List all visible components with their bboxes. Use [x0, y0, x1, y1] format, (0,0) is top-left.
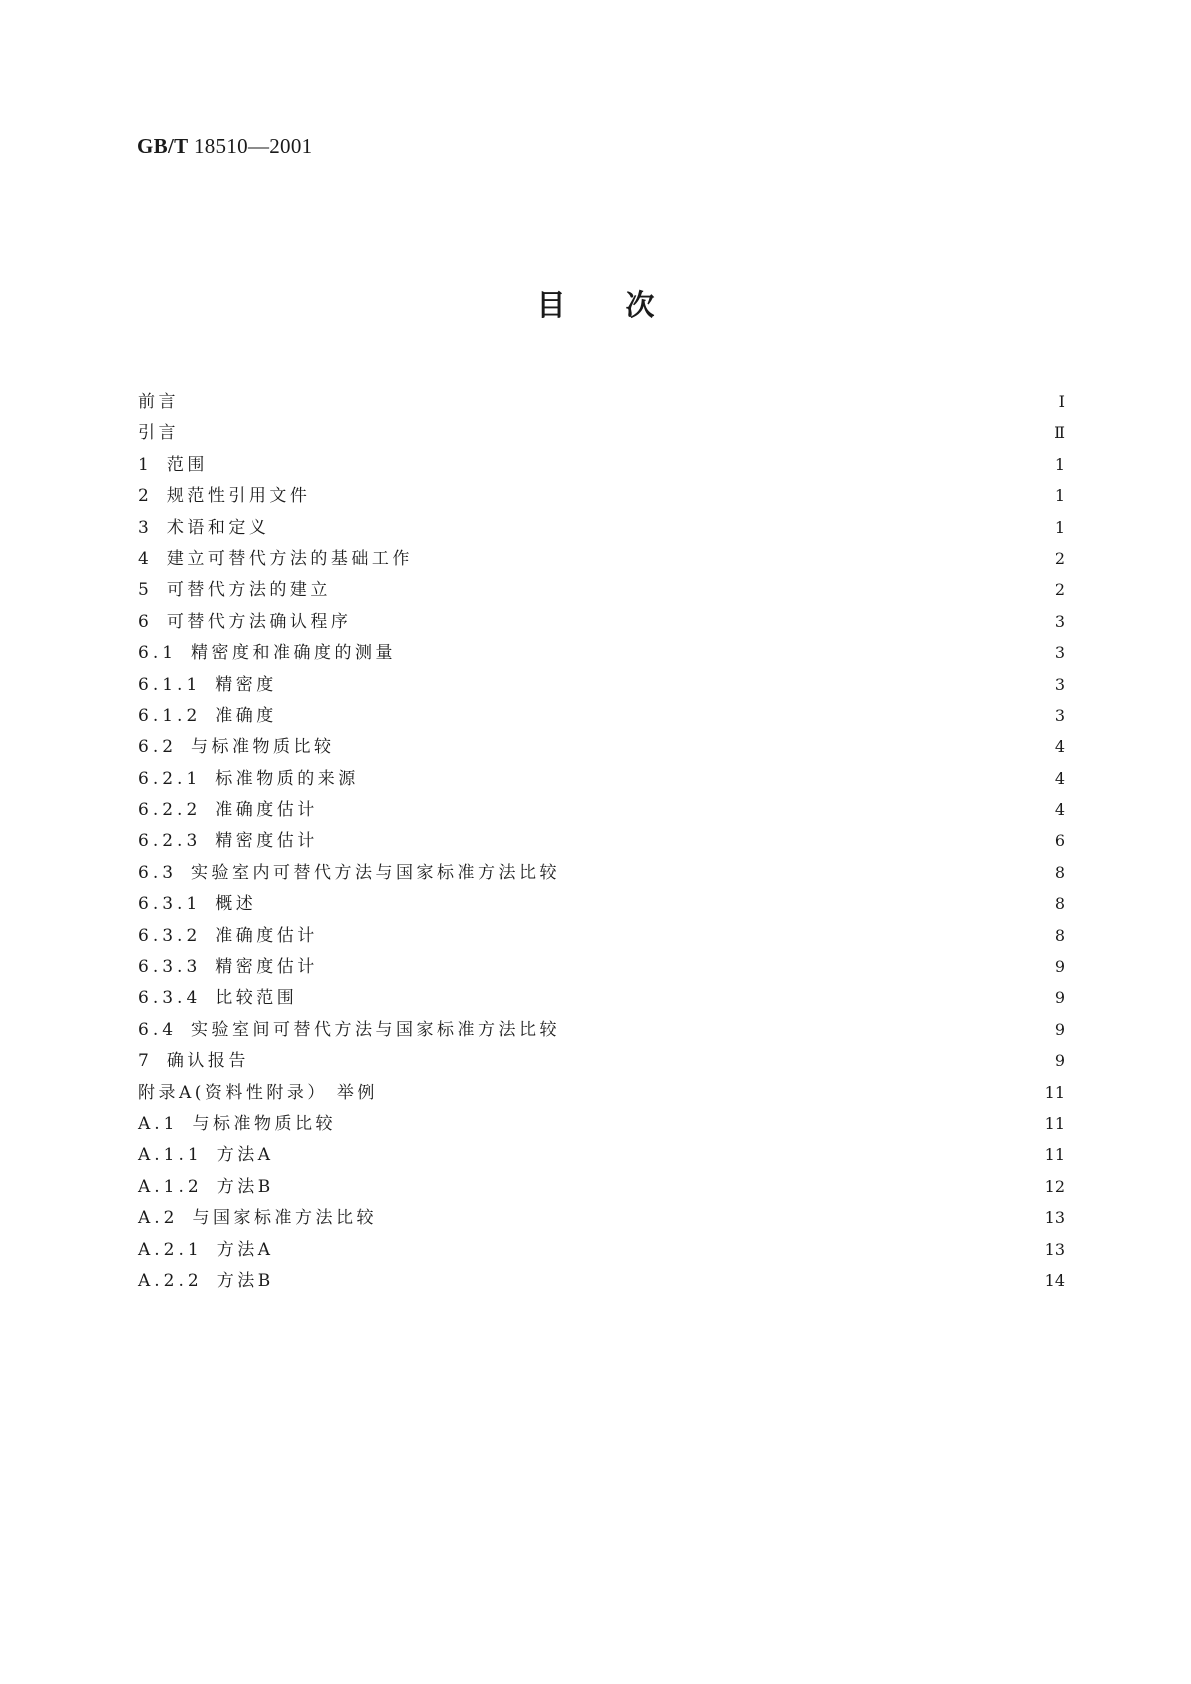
- toc-entry-page: 11: [1044, 1145, 1065, 1165]
- toc-entry-number: 3: [138, 517, 153, 538]
- toc-entry-label: 精密度和准确度的测量: [191, 643, 397, 664]
- toc-leader-dots: [346, 1108, 1035, 1139]
- toc-entry-page: 4: [1054, 800, 1065, 820]
- toc-leader-dots: [341, 575, 1043, 606]
- toc-entry[interactable]: [138, 857, 1065, 888]
- toc-entry-label: 方法B: [216, 1176, 274, 1197]
- toc-leader-dots: [387, 1202, 1035, 1233]
- toc-entry-page: 1: [1054, 454, 1065, 474]
- toc-entry-label: 范围: [166, 454, 208, 475]
- toc-leader-dots: [284, 1234, 1035, 1265]
- toc-entry[interactable]: [138, 1265, 1065, 1296]
- toc-entry[interactable]: [138, 1045, 1065, 1076]
- toc-entry-number: 6.3.4: [138, 988, 202, 1009]
- toc-entry-label: 准确度估计: [215, 800, 318, 821]
- toc-entry[interactable]: [138, 731, 1065, 762]
- toc-leader-dots: [287, 669, 1043, 700]
- toc-entry-page: 11: [1044, 1082, 1065, 1102]
- toc-entry-number: 4: [138, 548, 153, 569]
- toc-entry-page: 3: [1054, 674, 1065, 694]
- toc-leader-dots: [218, 449, 1043, 480]
- toc-entry[interactable]: [138, 637, 1065, 668]
- toc-leader-dots: [284, 1140, 1035, 1171]
- toc-entry-label: 与标准物质比较: [192, 1113, 336, 1134]
- toc-leader-dots: [388, 1077, 1035, 1108]
- toc-entry[interactable]: [138, 825, 1065, 856]
- toc-leader-dots: [328, 794, 1043, 825]
- toc-entry-label: 引言: [138, 423, 179, 444]
- toc-entry-page: 4: [1054, 768, 1065, 788]
- toc-leader-dots: [361, 606, 1043, 637]
- toc-entry-page: 11: [1044, 1113, 1065, 1133]
- toc-entry-label: 术语和定义: [166, 517, 270, 538]
- toc-entry[interactable]: [138, 920, 1065, 951]
- toc-entry[interactable]: [138, 449, 1065, 480]
- toc-entry[interactable]: [138, 574, 1065, 605]
- toc-entry-page: 9: [1054, 1051, 1065, 1071]
- toc-entry-page: 13: [1044, 1208, 1065, 1228]
- toc-entry-label: 实验室内可替代方法与国家标准方法比较: [191, 862, 561, 883]
- toc-entry[interactable]: [138, 1171, 1065, 1202]
- toc-entry-page: 2: [1054, 548, 1065, 568]
- toc-entry-label: 可替代方法的建立: [166, 580, 331, 601]
- toc-entry-label: 与国家标准方法比较: [192, 1208, 377, 1229]
- toc-entry-page: 4: [1054, 737, 1065, 757]
- toc-entry-page: 13: [1044, 1239, 1065, 1259]
- toc-leader-dots: [189, 418, 1043, 449]
- toc-entry[interactable]: [138, 1108, 1065, 1139]
- toc-entry-number: 6.1.1: [138, 674, 202, 695]
- toc-entry[interactable]: [138, 700, 1065, 731]
- toc-entry-number: 2: [138, 486, 153, 507]
- toc-leader-dots: [328, 920, 1043, 951]
- toc-entry-page: 8: [1054, 862, 1065, 882]
- toc-entry-page: 1: [1054, 486, 1065, 506]
- toc-entry-page: 2: [1054, 580, 1065, 600]
- toc-entry-number: 7: [138, 1051, 153, 1072]
- toc-entry-number: 6.3.3: [138, 957, 202, 978]
- toc-entry-page: 3: [1054, 611, 1065, 631]
- toc-leader-dots: [189, 386, 1043, 417]
- toc-entry-label: 可替代方法确认程序: [166, 611, 352, 632]
- toc-entry-page: 6: [1054, 831, 1065, 851]
- toc-entry[interactable]: [138, 386, 1065, 417]
- toc-entry-label: 精密度估计: [215, 957, 318, 978]
- toc-entry-label: 建立可替代方法的基础工作: [166, 548, 413, 569]
- toc-entry-label: 比较范围: [215, 988, 298, 1009]
- page-title: 目次: [536, 288, 715, 322]
- toc-entry-page: 8: [1054, 925, 1065, 945]
- toc-entry-number: 6: [138, 611, 153, 632]
- toc-entry-number: 1: [138, 454, 153, 475]
- toc-entry[interactable]: [138, 1234, 1065, 1265]
- toc-entry-label: 精密度: [215, 674, 277, 695]
- toc-leader-dots: [284, 1265, 1035, 1296]
- toc-entry-number: 6.1.2: [138, 705, 202, 726]
- toc-entry-page: 8: [1054, 894, 1065, 914]
- toc-entry-number: 6.2.3: [138, 831, 202, 852]
- toc-entry-number: 5: [138, 580, 153, 601]
- standard-code: [137, 134, 312, 159]
- toc-entry-page: 3: [1054, 643, 1065, 663]
- toc-entry[interactable]: [138, 1139, 1065, 1170]
- toc-leader-dots: [266, 888, 1043, 919]
- toc-entry-label: 准确度估计: [215, 925, 318, 946]
- toc-entry-number: A.1.1: [138, 1145, 203, 1166]
- toc-entry-label: 标准物质的来源: [215, 768, 359, 789]
- toc-entry-label: 方法B: [216, 1270, 274, 1291]
- toc-leader-dots: [284, 1171, 1035, 1202]
- toc-leader-dots: [307, 983, 1043, 1014]
- toc-entry-page: 14: [1044, 1270, 1065, 1290]
- toc-entry-label: 附录A(资料性附录） 举例: [138, 1082, 378, 1103]
- toc-entry-page: 9: [1054, 988, 1065, 1008]
- toc-leader-dots: [328, 951, 1043, 982]
- standard-code-number: 18510—2001: [193, 134, 313, 158]
- toc-entry-number: A.2.2: [138, 1270, 203, 1291]
- toc-entry-number: 6.4: [138, 1019, 178, 1040]
- standard-code-prefix: GB/T: [137, 134, 189, 158]
- toc-entry[interactable]: [138, 543, 1065, 574]
- toc-entry[interactable]: [138, 480, 1065, 511]
- toc-entry-number: 6.2.2: [138, 800, 202, 821]
- toc-entry-label: 实验室间可替代方法与国家标准方法比较: [191, 1019, 561, 1040]
- toc-entry[interactable]: [138, 512, 1065, 543]
- toc-entry-number: A.1: [138, 1113, 179, 1134]
- toc-entry-label: 方法A: [216, 1145, 274, 1166]
- toc-entry-page: 9: [1054, 957, 1065, 977]
- toc-leader-dots: [320, 480, 1043, 511]
- toc-entry-number: A.1.2: [138, 1176, 203, 1197]
- toc-entry-number: A.2: [138, 1208, 179, 1229]
- toc-leader-dots: [369, 763, 1043, 794]
- toc-entry-label: 确认报告: [166, 1051, 249, 1072]
- toc-entry-label: 方法A: [216, 1239, 274, 1260]
- toc-entry[interactable]: [138, 669, 1065, 700]
- toc-leader-dots: [423, 543, 1043, 574]
- toc-entry-label: 前言: [138, 392, 179, 412]
- toc-entry[interactable]: [138, 1077, 1065, 1108]
- toc-entry[interactable]: [138, 794, 1065, 825]
- toc-entry[interactable]: [138, 417, 1065, 448]
- toc-leader-dots: [279, 512, 1043, 543]
- toc-entry[interactable]: [138, 1014, 1065, 1045]
- toc-entry[interactable]: [138, 763, 1065, 794]
- toc-leader-dots: [345, 731, 1043, 762]
- toc-entry-number: A.2.1: [138, 1239, 203, 1260]
- toc-entry-label: 规范性引用文件: [166, 486, 311, 507]
- toc-leader-dots: [406, 637, 1043, 668]
- toc-entry-page: 9: [1054, 1019, 1065, 1039]
- toc-entry-page: Ⅰ: [1058, 392, 1065, 411]
- toc-entry-label: 概述: [215, 894, 257, 915]
- toc-entry-label: 与标准物质比较: [191, 737, 335, 758]
- toc-entry-number: 6.3: [138, 862, 178, 883]
- toc-entry-page: Ⅱ: [1054, 423, 1065, 443]
- toc-entry-number: 6.2: [138, 737, 178, 758]
- toc-entry-label: 精密度估计: [215, 831, 318, 852]
- toc-entry-page: 1: [1054, 517, 1065, 537]
- toc-entry[interactable]: [138, 888, 1065, 919]
- toc-entry[interactable]: [138, 606, 1065, 637]
- toc-entry-number: 6.1: [138, 643, 178, 664]
- toc-entry-label: 准确度: [215, 705, 277, 726]
- toc-leader-dots: [259, 1045, 1043, 1076]
- toc-entry-page: 12: [1044, 1176, 1065, 1196]
- table-of-contents: [138, 386, 1065, 1296]
- toc-entry[interactable]: [138, 951, 1065, 982]
- toc-entry-number: 6.2.1: [138, 768, 202, 789]
- toc-entry[interactable]: [138, 982, 1065, 1013]
- toc-entry[interactable]: [138, 1202, 1065, 1233]
- toc-leader-dots: [570, 857, 1043, 888]
- toc-leader-dots: [287, 700, 1043, 731]
- toc-entry-number: 6.3.2: [138, 925, 202, 946]
- toc-entry-number: 6.3.1: [138, 894, 202, 915]
- toc-entry-page: 3: [1054, 705, 1065, 725]
- toc-leader-dots: [570, 1014, 1043, 1045]
- toc-leader-dots: [328, 826, 1043, 857]
